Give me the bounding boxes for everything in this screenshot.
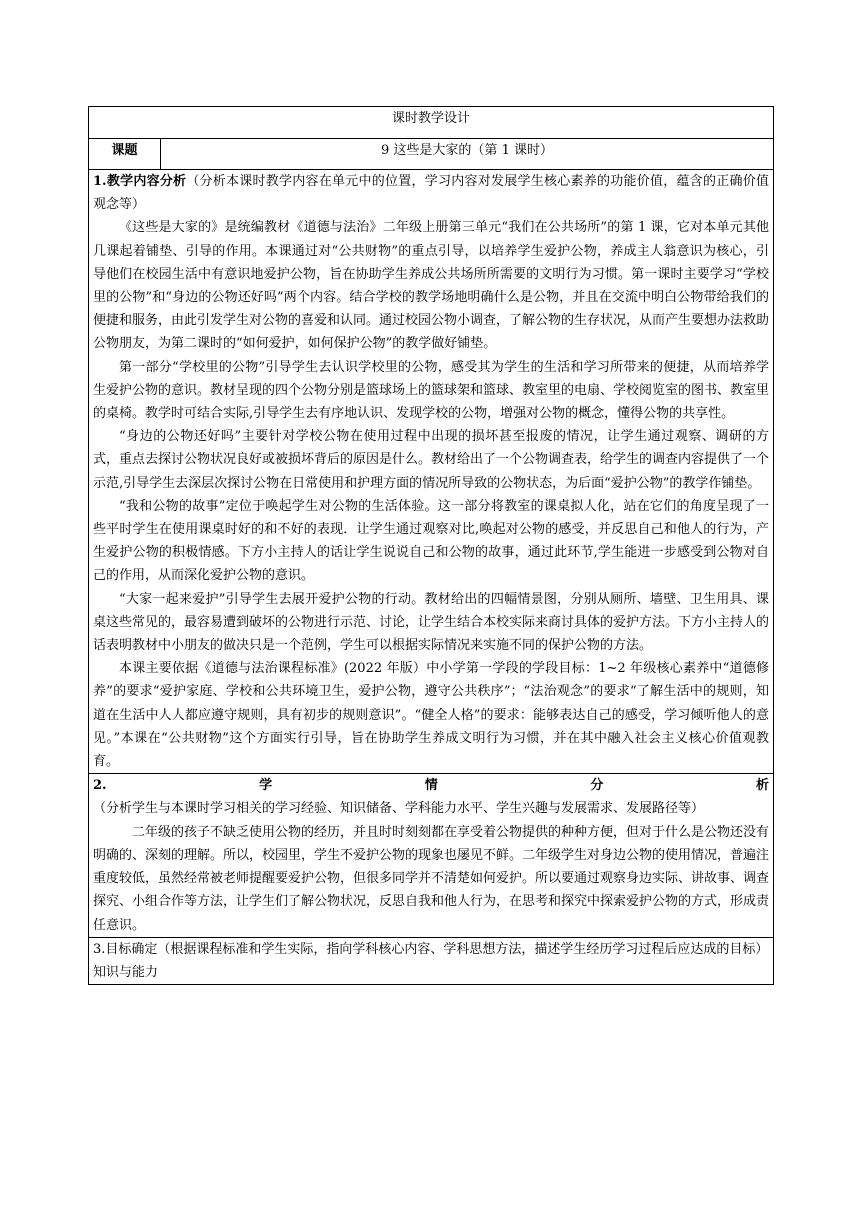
section-goals bbox=[89, 937, 774, 984]
topic-value: 9 这些是大家的（第 1 课时） bbox=[161, 139, 774, 170]
topic-label: 课题 bbox=[89, 139, 161, 170]
section3-subheading: 知识与能力 bbox=[93, 964, 159, 980]
section1-paragraph: 本课主要依据《道德与法治课程标准》(2022 年版）中小学第一学段的学段目标：1~2 年级核心素养中“道德修养”的要求“爱护家庭、学校和公共环境卫生，爱护公物，遵守公共秩序”；“法治观念”的要求“了解生活中的规则，知道在生活中人人都应遵守规则，具有初步的规则意识”。“健全人格”的要求：能够表达自己的感受，学习倾听他人的意见。”本课在“公共财物”这个方面实行引导，旨在协助学生养成文明行为习惯，并在其中融入社会主义核心价值观教育。 bbox=[93, 661, 770, 770]
table-title: 课时教学设计 bbox=[89, 107, 774, 139]
section1-heading: 1.教学内容分析 bbox=[93, 174, 187, 189]
table-title-row bbox=[89, 107, 774, 139]
section3-note: （根据课程标准和学生实际，指向学科核心内容、学科思想方法，描述学生经历学习过程后应达成的目标） bbox=[157, 941, 769, 957]
section3-title bbox=[93, 938, 769, 961]
section2-heading: 2.学情分析 bbox=[93, 778, 770, 794]
section3-heading: 3.目标确定 bbox=[93, 941, 158, 957]
section1-paragraph: 《这些是大家的》是统编教材《道德与法治》二年级上册第三单元“我们在公共场所”的第 1 课，它对本单元其他几课起着铺垫、引导的作用。本课通过对“公共财物”的重点引导，以培养学生爱护公物，养成主人翁意识为核心，引导他们在校园生活中有意识地爱护公物，旨在协助学生养成公共场所所需要的文明行为习惯。第一课时主要学习“学校里的公物”和“身边的公物还好吗”两个内容。结合学校的教学场地明确什么是公物，并且在交流中明白公物带给我们的便捷和服务，由此引发学生对公物的喜爱和认同。通过校园公物小调查，了解公物的生存状况，从而产生要想办法救助公物朋友，为第二课时的“如何爱护，如何保护公物”的教学做好铺垫。 bbox=[93, 220, 770, 352]
section2-title bbox=[93, 774, 769, 820]
section-content-analysis bbox=[89, 170, 774, 774]
section1-title bbox=[93, 170, 769, 216]
section1-paragraph: “大家一起来爱护”引导学生去展开爱护公物的行动。教材给出的四幅情景图，分别从厕所、墙壁、卫生用具、课桌这些常见的，最容易遭到破坏的公物进行示范、讨论，让学生结合本校实际来商讨具体的爱护方法。下方小主持人的话表明教材中小朋友的做决只是一个范例，学生可以根据实际情况来实施不同的保护公物的方法。 bbox=[93, 591, 770, 654]
section-student-analysis bbox=[89, 774, 774, 937]
section1-paragraph: 第一部分“学校里的公物”引导学生去认识学校里的公物，感受其为学生的生活和学习所带来的便捷，从而培养学生爱护公物的意识。教材呈现的四个公物分别是篮球场上的篮球架和篮球、教室里的电扇、学校阅览室的图书、教室里的桌椅。教学时可结合实际,引导学生去有序地认识、发现学校的公物，增强对公物的概念，懂得公物的共享性。 bbox=[93, 359, 770, 422]
section2-note: （分析学生与本课时学习相关的学习经验、知识储备、学科能力水平、学生兴趣与发展需求、发展路径等） bbox=[93, 801, 705, 817]
section2-paragraph: 二年级的孩子不缺乏使用公物的经历，并且时时刻刻都在享受着公物提供的种种方便，但对于什么是公物还没有明确的、深刻的理解。所以，校园里，学生不爱护公物的现象也屡见不鲜。二年级学生对身边公物的使用情况，普遍注重度较低，虽然经常被老师提醒要爱护公物，但很多同学并不清楚如何爱护。所以要通过观察身边实际、讲故事、调查探究、小组合作等方法，让学生们了解公物状况，反思自我和他人行为，在思考和探究中探索爱护公物的方式，形成责任意识。 bbox=[93, 824, 770, 933]
lesson-design-table bbox=[88, 106, 774, 985]
section1-paragraph: “我和公物的故事”定位于唤起学生对公物的生活体验。这一部分将教室的课桌拟人化，站在它们的角度呈现了一些平时学生在使用课桌时好的和不好的表现．让学生通过观察对比,唤起对公物的感受，并反思自己和他人的行为，产生爱护公物的积极情感。下方小主持人的话让学生说说自己和公物的故事，通过此环节,学生能进一步感受到公物对自己的作用，从而深化爱护公物的意识。 bbox=[93, 498, 770, 584]
section1-note: （分析本课时教学内容在单元中的位置，学习内容对发展学生核心素养的功能价值，蕴含的正确价值观念等） bbox=[93, 174, 769, 213]
section1-paragraph: “身边的公物还好吗”主要针对学校公物在使用过程中出现的损坏甚至报废的情况，让学生通过观察、调研的方式，重点去探讨公物状况良好或被损坏背后的原因是什么。教材给出了一个公物调查表，给学生的调查内容提供了一个示范,引导学生去深层次探讨公物在日常使用和护理方面的情况所导致的公物状态，为后面“爱护公物”的教学作铺垫。 bbox=[93, 429, 770, 491]
topic-row bbox=[89, 139, 774, 170]
